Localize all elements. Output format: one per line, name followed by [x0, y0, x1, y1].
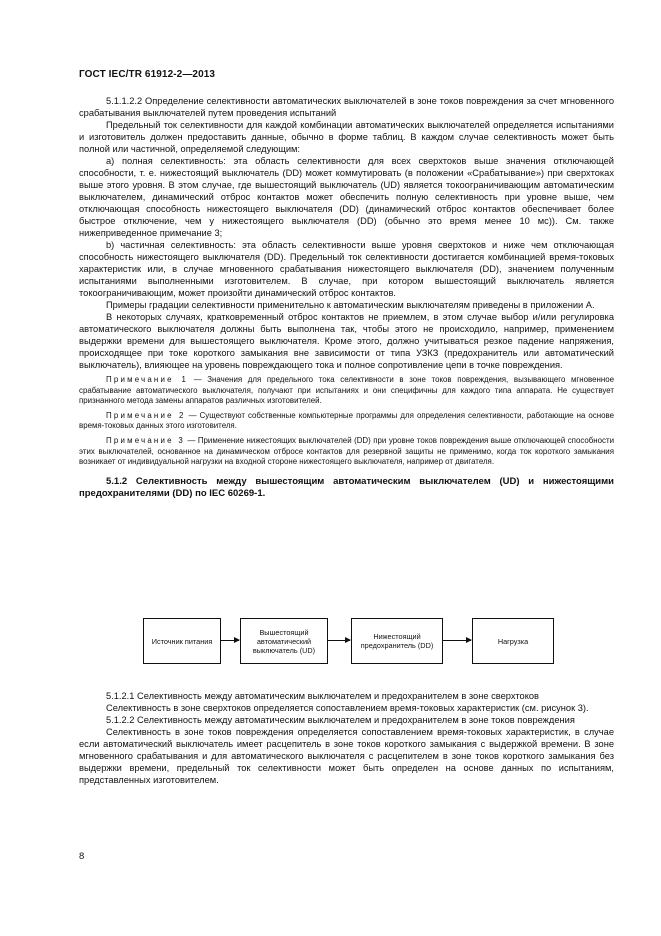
box-load: Нагрузка: [472, 618, 554, 664]
note-2: [79, 411, 614, 432]
arrow-1: [221, 640, 239, 641]
arrow-3: [443, 640, 471, 641]
block-diagram: [139, 614, 559, 674]
arrow-2: [328, 640, 350, 641]
note-label: Примечание 2: [106, 410, 186, 420]
clause-51122-title: 5.1.1.2.2 Определение селективности автоматических выключателей в зоне токов повреждения за счет мгновенного срабатывания выключателей путем проведения испытаний: [79, 96, 614, 118]
box-downstream-fuse: Нижестоящий предохранитель (DD): [351, 618, 443, 664]
page-number: 8: [79, 851, 85, 862]
note-text: — Применение нижестоящих выключателей (DD) при уровне токов повреждения выше отключающей способности этих выключателей, основанное на динамическом отбросе контактов для резервной защиты не применимо, когда ток короткого замыкания возникает от индивидуальной нагрузки на входной стороне нижестоящего выключателя, например от двигателя.: [79, 435, 614, 467]
list-item-full-selectivity: а) полная селективность: эта область селективности для всех сверхтоков выше значения отключающей способности, т. е. нижестоящий выключатель (DD) может коммутировать (в положении «Срабатывание») при сверхтоках выше этого уровня. В этом случае, где вышестоящий выключатель (UD) является токоограничивающим автоматическим выключателем, динамический отброс контактов может обеспечить полную селективность при уровне выше, чем отключающая способность нижестоящего выключателя (DD) (динамический отброс контактов обеспечивает более быстрое отключение, чем у нижестоящего выключателя (DD) (обычно это время менее 10 мс)). См. также нижеприведенное примечание 3;: [79, 156, 614, 238]
note-3: [79, 436, 614, 468]
box-power-source: Источник питания: [143, 618, 221, 664]
note-1: [79, 375, 614, 407]
paragraph-limit-current: Предельный ток селективности для каждой комбинации автоматических выключателей определяется испытаниями и изготовитель должен предоставить данные, обычно в форме таблиц. В каждом случае селективность может быть полной или частичной, определяемой следующим:: [79, 120, 614, 154]
clause-5122-title: 5.1.2.2 Селективность между автоматическим выключателем и предохранителем в зоне токов повреждения: [106, 715, 575, 725]
heading-512: 5.1.2 Селективность между вышестоящим автоматическим выключателем (UD) и нижестоящими предохранителями (DD) по IEC 60269-1.: [79, 475, 614, 499]
section-512: [79, 690, 614, 786]
note-text: — Значения для предельного тока селективности в зоне токов повреждения, вызывающего мгновенное срабатывание автоматического выключателя, получают при испытаниях и они специфичны для каждого типа аппарата. Не существует признанного метода замены аппаратов различных изготовителей.: [79, 375, 615, 406]
list-item-partial-selectivity: b) частичная селективность: эта область селективности выше уровня сверхтоков и ниже чем отключающая способность нижестоящего выключателя (DD). Предельный ток селективности достигается комбинацией время-токовых характеристик или, в случае мгновенного срабатывания нижестоящего выключателя (DD), значением полученным испытаниями выполненными изготовителем. В случае, при котором вышестоящий выключатель является токоограничивающим, может произойти динамический отброс контактов.: [79, 240, 614, 298]
paragraph-fault-selectivity: Селективность в зоне токов повреждения определяется сопоставлением время-токовых характеристик, в случае если автоматический выключатель имеет расцепитель в зоне токов короткого замыкания с выдержкой времени. В зоне мгновенного срабатывания и для автоматического выключателя с расцепителем в зоне токов короткого замыкания без выдержки времени, предельный ток селективности может быть определен на основе данных по испытаниям, представленных изготовителем.: [79, 727, 614, 785]
note-text: — Существуют собственные компьютерные программы для определения селективности, работающие на основе время-токовых данных этого изготовителя.: [79, 410, 614, 431]
document-header: ГОСТ IEC/TR 61912-2—2013: [79, 69, 216, 80]
paragraph-contact-bounce: В некоторых случаях, кратковременный отброс контактов не приемлем, в этом случае выбор и/или регулировка автоматического выключателя должны быть выполнена так, чтобы этого не происходило, например, применением выдержки времени для вышестоящего выключателя. Кроме этого, должно учитываться резкое падение напряжения, происходящее при токе короткого замыкания вне зависимости от типа УЗКЗ (предохранитель или автоматический выключатель), влияющее на уровень повреждающего тока и полное сопротивление цепи в точке повреждения.: [79, 312, 614, 370]
paragraph-overcurrent-selectivity: Селективность в зоне сверхтоков определяется сопоставлением время-токовых характеристик (см. рисунок 3).: [106, 703, 589, 713]
section-51122: [79, 95, 614, 500]
box-upstream-breaker: Вышестоящий автоматический выключатель (UD): [240, 618, 328, 664]
note-label: Примечание 1: [106, 375, 189, 384]
clause-5121-title: 5.1.2.1 Селективность между автоматическим выключателем и предохранителем в зоне сверхтоков: [106, 691, 539, 701]
note-label: Примечание 3: [106, 435, 185, 445]
paragraph-examples: Примеры градации селективности применительно к автоматическим выключателям приведены в приложении А.: [106, 300, 595, 310]
